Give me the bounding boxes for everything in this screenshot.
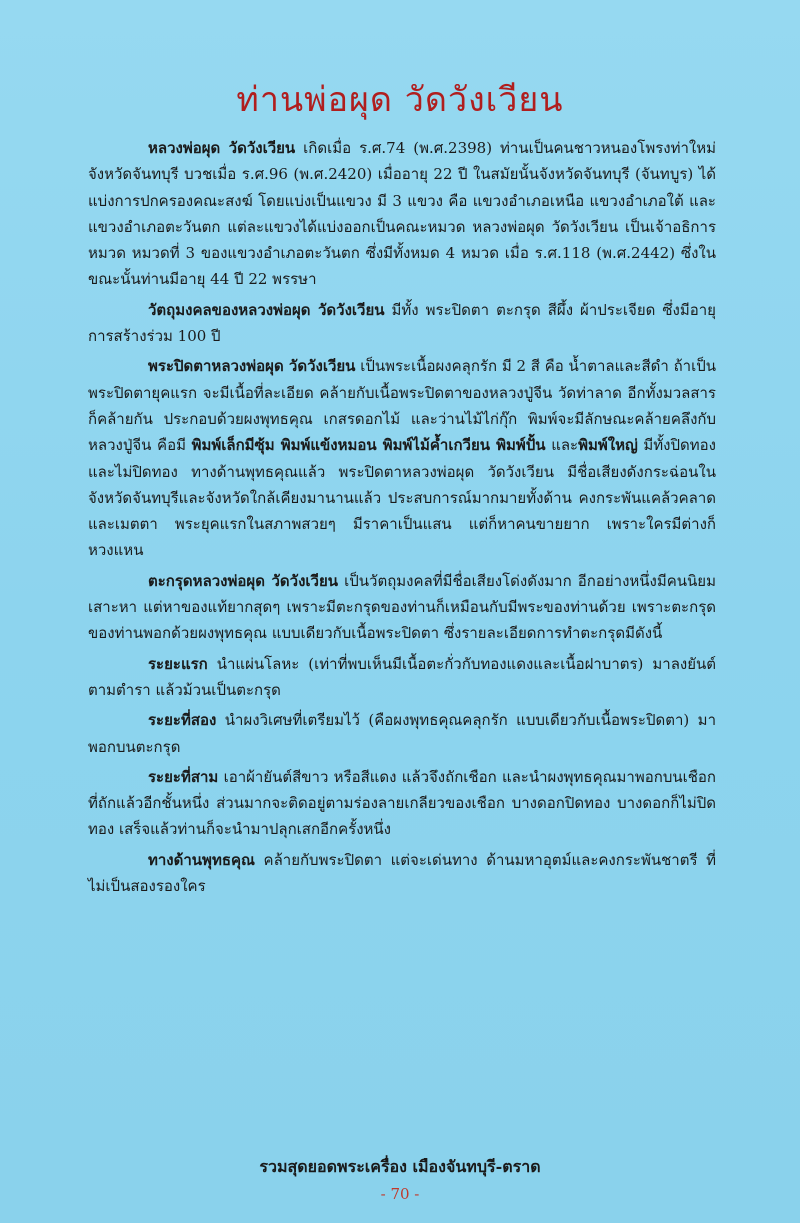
- page-number: - 70 -: [380, 1185, 420, 1203]
- paragraph-lead: ตะกรุดหลวงพ่อผุด วัดวังเวียน: [148, 571, 339, 590]
- paragraph-text: คล้ายกับพระปิดตา แต่จะเด่นทาง ด้านมหาอุตม์และคงกระพันชาตรี ที่ไม่เป็นสองรองใคร: [88, 850, 716, 896]
- paragraph-text: เกิดเมื่อ ร.ศ.74 (พ.ศ.2398) ท่านเป็นคนชาวหนองโพรงท่าใหม่ จังหวัดจันทบุรี บวชเมื่อ ร.ศ.96 (พ.ศ.2420) เมื่ออายุ 22 ปี ในสมัยนั้นจังหวัดจันทบุรี (จันทบูร) ได้แบ่งการปกครองคณะสงฆ์ โดยแบ่งเป็นแขวง มี 3 แขวง คือ แขวงอำเภอเหนือ แขวงอำเภอใต้ และแขวงอำเภอตะวันตก แต่ละแขวงได้แบ่งออกเป็นคณะหมวด หลวงพ่อผุด วัดวังเวียน เป็นเจ้าอธิการหมวด หมวดที่ 3 ของแขวงอำเภอตะวันตก ซึ่งมีทั้งหมด 4 หมวด เมื่อ ร.ศ.118 (พ.ศ.2442) ซึ่งในขณะนั้นท่านมีอายุ 44 ปี 22 พรรษา: [88, 139, 716, 289]
- paragraph: [88, 707, 716, 760]
- paragraph: [88, 764, 716, 843]
- paragraph-text: นำผงวิเศษที่เตรียมไว้ (คือผงพุทธคุณคลุกรัก แบบเดียวกับเนื้อพระปิดตา) มาพอกบนตะกรุด: [88, 711, 716, 756]
- article-body: [88, 135, 716, 903]
- paragraph-text: เป็นพระเนื้อผงคลุกรัก มี 2 สี คือ น้ำตาลและสีดำ ถ้าเป็นพระปิดตายุคแรก จะมีเนื้อที่ละเอียด คล้ายกับเนื้อพระปิดตาของหลวงปู่จีน วัดท่าลาด อีกทั้งมวลสารก็คล้ายกัน ประกอบด้วยผงพุทธคุณ เกสรดอกไม้ และว่านไม้ไก่กุ๊ก พิมพ์จะมีลักษณะคล้ายคลึงกับหลวงปู่จีน คือมี: [88, 357, 716, 455]
- book-title-footer: รวมสุดยอดพระเครื่อง เมืองจันทบุรี-ตราด: [259, 1157, 541, 1176]
- page-title: ท่านพ่อผุด วัดวังเวียน: [236, 80, 564, 120]
- paragraph-lead: วัตถุมงคลของหลวงพ่อผุด วัดวังเวียน: [148, 300, 385, 319]
- paragraph-bold-text: พิมพ์เล็กมีซุ้ม พิมพ์แข้งหมอน พิมพ์ไม้ค้ำเกวียน พิมพ์ปั้น: [191, 436, 546, 455]
- paragraph-lead: ระยะที่สอง: [148, 711, 217, 730]
- paragraph-text: เป็นวัตถุมงคลที่มีชื่อเสียงโด่งดังมาก อีกอย่างหนึ่งมีคนนิยมเสาะหา แต่หาของแท้ยากสุดๆ เพราะมีตะกรุดของท่านก็เหมือนกับมีพระของท่านด้วย เพราะตะกรุดของท่านพอกด้วยผงพุทธคุณ แบบเดียวกับเนื้อพระปิดตา ซึ่งรายละเอียดการทำตะกรุดมีดังนี้: [88, 571, 716, 643]
- paragraph: [88, 135, 716, 293]
- paragraph-lead: พระปิดตาหลวงพ่อผุด วัดวังเวียน: [148, 357, 356, 376]
- paragraph-text: นำแผ่นโลหะ (เท่าที่พบเห็นมีเนื้อตะกั่วกับทองแดงและเนื้อฝาบาตร) มาลงยันต์ตามตำรา แล้วม้วนเป็นตะกรุด: [88, 654, 716, 699]
- paragraph-text: มีทั้ง พระปิดตา ตะกรุด สีผึ้ง ผ้าประเจียด ซึ่งมีอายุการสร้างร่วม 100 ปี: [88, 300, 716, 346]
- paragraph-lead: ระยะที่สาม: [148, 767, 219, 786]
- paragraph-text: มีทั้งปิดทองและไม่ปิดทอง ทางด้านพุทธคุณแล้ว พระปิดตาหลวงพ่อผุด วัดวังเวียน มีชื่อเสียงดังกระฉ่อนในจังหวัดจันทบุรีและจังหวัดใกล้เคียงมานานแล้ว ประสบการณ์มากมายทั้งด้าน คงกระพันแคล้วคลาด และเมตตา พระยุคแรกในสภาพสวยๆ มีราคาเป็นแสน แต่ก็หาคนขายยาก เพราะใครมีต่างก็หวงแหน: [88, 436, 716, 560]
- paragraph-text: และ: [545, 436, 579, 455]
- paragraph: [88, 353, 716, 563]
- paragraph-lead: ระยะแรก: [148, 654, 208, 673]
- paragraph-text: เอาผ้ายันต์สีขาว หรือสีแดง แล้วจึงถักเชือก และนำผงพุทธคุณมาพอกบนเชือกที่ถักแล้วอีกชั้นหนึ่ง ส่วนมากจะติดอยู่ตามร่องลายเกลียวของเชือก บางดอกปิดทอง บางดอกก็ไม่ปิดทอง เสร็จแล้วท่านก็จะนำมาปลุกเสกอีกครั้งหนึ่ง: [88, 767, 716, 839]
- paragraph: [88, 297, 716, 350]
- paragraph-lead: ทางด้านพุทธคุณ: [148, 850, 255, 869]
- paragraph: [88, 651, 716, 704]
- paragraph: [88, 847, 716, 900]
- paragraph: [88, 568, 716, 647]
- paragraph-lead: หลวงพ่อผุด วัดวังเวียน: [148, 139, 296, 157]
- paragraph-bold-text: พิมพ์ใหญ่: [578, 436, 638, 455]
